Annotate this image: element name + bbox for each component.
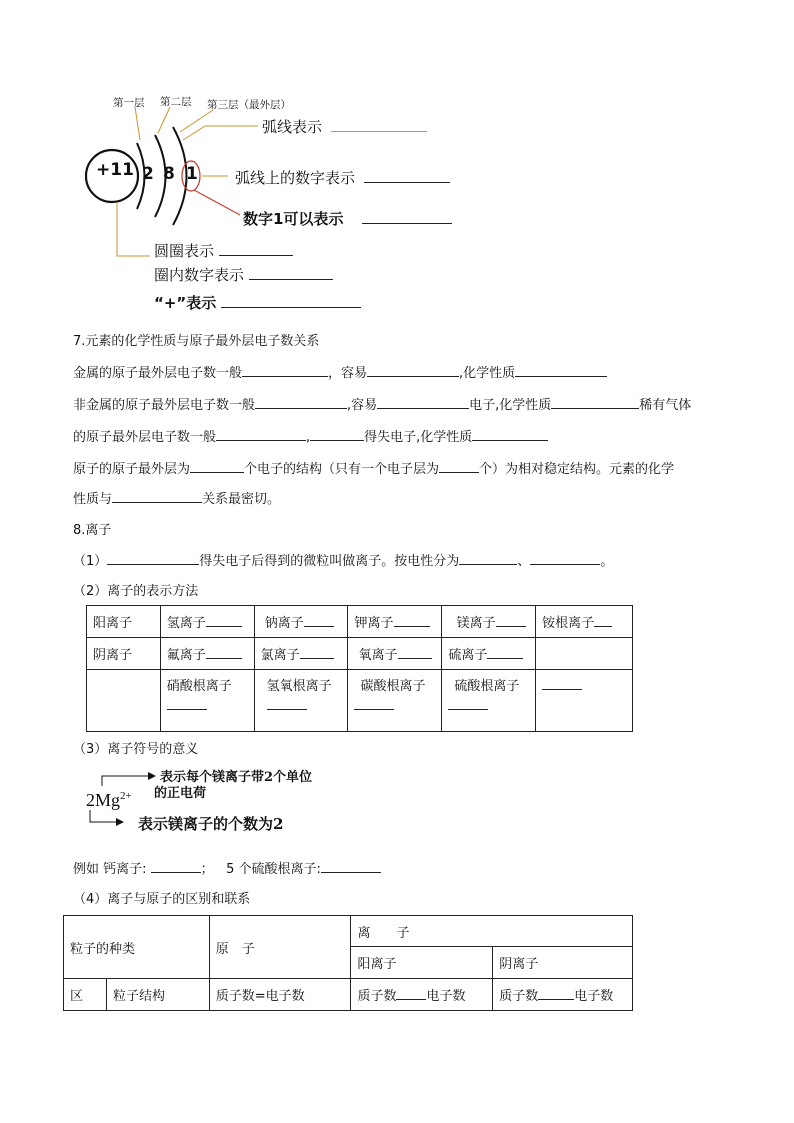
section8-p1 — [73, 550, 613, 569]
s8-p1a: （1） — [73, 554, 108, 569]
table-cell — [442, 638, 536, 670]
circle-pointer — [117, 202, 150, 256]
s7-l4a: 原子的原子最外层为 — [73, 462, 191, 477]
table-cell — [160, 606, 254, 638]
circle-number-row — [154, 264, 333, 285]
table-cell — [160, 638, 254, 670]
s7-l5b: 关系最密切。 — [202, 492, 281, 507]
table-cell — [442, 670, 536, 732]
table-row — [87, 638, 633, 670]
example-sulfate: 5 个硫酸根离子: — [226, 862, 321, 877]
circle-blank[interactable] — [219, 254, 293, 256]
shell2-pointer — [158, 107, 170, 133]
shell3-label: 第三层（最外层） — [207, 99, 291, 111]
table-row — [64, 979, 633, 1011]
cell-blank[interactable] — [167, 708, 207, 710]
cell-blank[interactable] — [394, 625, 430, 627]
example-sep: ； — [200, 862, 214, 877]
table-cell — [254, 606, 348, 638]
table-row — [87, 606, 633, 638]
s7-blank-3[interactable] — [515, 375, 607, 377]
circle-number-label: 圈内数字表示 — [154, 266, 245, 284]
table-row — [64, 916, 633, 947]
section7-line2 — [73, 394, 691, 413]
table-cell — [160, 670, 254, 732]
anion-rel-blank[interactable] — [538, 998, 574, 1000]
sulfate-blank[interactable] — [321, 871, 381, 873]
shell2-label: 第二层 — [160, 96, 192, 108]
section7-line1 — [73, 362, 607, 381]
section8-p4: （4）离子与原子的区别和联系 — [73, 892, 251, 907]
s7-l3b: , — [306, 430, 311, 445]
s7-blank-2[interactable] — [367, 375, 459, 377]
cation-rel-b: 电子数 — [426, 989, 466, 1004]
cation-rel-blank[interactable] — [396, 998, 426, 1000]
table-cell — [348, 670, 442, 732]
structure-label: 粒子结构 — [106, 979, 209, 1011]
cation-rel-a: 质子数 — [357, 989, 397, 1004]
digit1-blank[interactable] — [362, 222, 452, 224]
cell-label: 硫酸根离子 — [454, 679, 520, 694]
table-cell — [536, 670, 633, 732]
s8-blank-2[interactable] — [459, 563, 517, 565]
section7-title: 7.元素的化学性质与原子最外层电子数关系 — [73, 334, 320, 349]
cell-blank[interactable] — [300, 657, 334, 659]
s7-blank-12[interactable] — [112, 501, 202, 503]
mg-count-note: 表示镁离子的个数为2 — [138, 815, 284, 833]
example-line — [73, 858, 381, 877]
table-cell — [348, 606, 442, 638]
cell-label: 氟离子 — [166, 648, 206, 663]
cell-blank[interactable] — [206, 657, 242, 659]
arc-pointer — [183, 126, 258, 140]
nucleus-charge: +11 — [96, 160, 134, 180]
cell-blank[interactable] — [206, 625, 242, 627]
s7-blank-8[interactable] — [310, 439, 364, 441]
cell-label: 碳酸根离子 — [360, 679, 426, 694]
plus-blank[interactable] — [221, 306, 361, 308]
calcium-blank[interactable] — [151, 871, 201, 873]
section8-p2: （2）离子的表示方法 — [73, 584, 199, 599]
s7-l2d: 稀有气体 — [639, 398, 692, 413]
s7-l2b: ,容易 — [347, 398, 378, 413]
s7-l4c: 个）为相对稳定结构。元素的化学 — [479, 462, 675, 477]
arc-number-row — [235, 167, 450, 188]
cell-blank[interactable] — [487, 657, 523, 659]
arc-number-label: 弧线上的数字表示 — [235, 169, 356, 187]
circle-row — [154, 240, 293, 261]
cell-label: 氢离子 — [166, 616, 206, 631]
cell-label: 氢氧根离子 — [266, 679, 332, 694]
s7-blank-5[interactable] — [377, 407, 469, 409]
circle-number-blank[interactable] — [249, 278, 333, 280]
cation-header: 阳离子 — [87, 606, 161, 638]
arc-number-blank[interactable] — [364, 181, 450, 183]
digit1-row — [243, 208, 452, 229]
anion-relation — [493, 979, 633, 1011]
plus-row — [154, 292, 361, 313]
circle-label: 圆圈表示 — [154, 242, 215, 260]
electron-count-3: 1 — [186, 164, 198, 184]
mg-coefficient: 2 — [86, 790, 95, 810]
example-calcium: 例如 钙离子: — [73, 862, 147, 877]
section8-p3: （3）离子符号的意义 — [73, 742, 199, 757]
s7-l1c: ,化学性质 — [459, 366, 516, 381]
cell-blank[interactable] — [448, 708, 488, 710]
s7-blank-6[interactable] — [551, 407, 639, 409]
s7-l4b: 个电子的结构（只有一个电子层为 — [244, 462, 440, 477]
cell-label: 硝酸根离子 — [166, 679, 232, 694]
cell-blank[interactable] — [496, 625, 526, 627]
arc-means-blank[interactable] — [331, 130, 427, 132]
ion-notation-table — [86, 605, 633, 732]
s7-l2c: 电子,化学性质 — [469, 398, 552, 413]
mg-note-top-2: 的正电荷 — [154, 786, 207, 801]
s8-blank-1[interactable] — [107, 563, 199, 565]
table-cell — [536, 638, 633, 670]
s7-blank-11[interactable] — [439, 471, 479, 473]
mg-charge-note — [154, 770, 313, 802]
difference-label: 区 — [64, 979, 107, 1011]
mg-ion-symbol — [86, 790, 132, 811]
s8-blank-3[interactable] — [530, 563, 600, 565]
cell-blank[interactable] — [398, 657, 432, 659]
table-cell — [442, 606, 536, 638]
cell-label: 硫离子 — [448, 648, 488, 663]
shell1-label: 第一层 — [113, 97, 145, 109]
top-arrow-line — [102, 776, 148, 786]
s8-p1c: 、 — [517, 554, 531, 569]
section7-line3 — [73, 426, 548, 445]
mg-element: Mg — [95, 790, 121, 810]
cell-blank[interactable] — [354, 708, 394, 710]
cation-col-header: 阳离子 — [351, 947, 493, 979]
mg-charge: 2+ — [120, 790, 132, 802]
top-arrow-head — [148, 772, 156, 780]
s7-blank-9[interactable] — [472, 439, 548, 441]
digit1-label: 数字1可以表示 — [243, 210, 344, 228]
s8-p1d: 。 — [600, 554, 614, 569]
table-cell — [536, 606, 633, 638]
atom-relation: 质子数=电子数 — [209, 979, 351, 1011]
arc-means-row — [262, 116, 427, 137]
cell-blank[interactable] — [594, 625, 612, 627]
cell-label: 钾离子 — [354, 616, 394, 631]
table-cell — [348, 638, 442, 670]
s7-l3c: 得失电子,化学性质 — [364, 430, 473, 445]
s7-l5a: 性质与 — [73, 492, 113, 507]
s7-blank-4[interactable] — [255, 407, 347, 409]
electron-count-1: 2 — [142, 164, 154, 184]
anion-header: 阴离子 — [87, 638, 161, 670]
table-cell — [254, 638, 348, 670]
kind-header: 粒子的种类 — [64, 916, 210, 979]
s8-p1b: 得失电子后得到的微粒叫做离子。按电性分为 — [199, 554, 460, 569]
section7-line5 — [73, 488, 280, 507]
s7-l1b: ，容易 — [328, 366, 368, 381]
s7-blank-1[interactable] — [242, 375, 328, 377]
table-cell — [87, 670, 161, 732]
s7-l3a: 的原子最外层电子数一般 — [73, 430, 217, 445]
s7-blank-7[interactable] — [216, 439, 306, 441]
table-cell — [254, 670, 348, 732]
table-row — [87, 670, 633, 732]
cell-blank[interactable] — [542, 688, 582, 690]
shell3-pointer — [180, 110, 213, 132]
mg-note-top-1: 表示每个镁离子带2个单位 — [160, 770, 313, 785]
electron-count-2: 8 — [163, 164, 175, 184]
arc-means-label: 弧线表示 — [262, 118, 323, 136]
cell-blank[interactable] — [304, 625, 334, 627]
cell-label: 氧离子 — [358, 648, 398, 663]
anion-rel-b: 电子数 — [574, 989, 614, 1004]
plus-label: “+”表示 — [154, 294, 217, 312]
ion-atom-compare-table — [63, 915, 633, 1011]
cell-label: 氯离子 — [260, 648, 300, 663]
cell-label: 钠离子 — [264, 616, 304, 631]
shell-arc-3 — [173, 127, 187, 225]
shell1-pointer — [135, 107, 140, 140]
anion-rel-a: 质子数 — [499, 989, 539, 1004]
cell-label: 镁离子 — [456, 616, 496, 631]
s7-blank-10[interactable] — [190, 471, 244, 473]
cell-label: 铵根离子 — [542, 616, 595, 631]
digit1-pointer — [194, 190, 240, 215]
bottom-arrow-line — [90, 810, 116, 822]
atom-header: 原 子 — [209, 916, 351, 979]
anion-col-header: 阴离子 — [493, 947, 633, 979]
s7-l2a: 非金属的原子最外层电子数一般 — [73, 398, 256, 413]
ion-header: 离 子 — [351, 916, 633, 947]
section8-title: 8.离子 — [73, 523, 112, 538]
s7-l1a: 金属的原子最外层电子数一般 — [73, 366, 243, 381]
section7-line4 — [73, 458, 674, 477]
cell-blank[interactable] — [267, 708, 307, 710]
cation-relation — [351, 979, 493, 1011]
bottom-arrow-head — [116, 818, 124, 826]
